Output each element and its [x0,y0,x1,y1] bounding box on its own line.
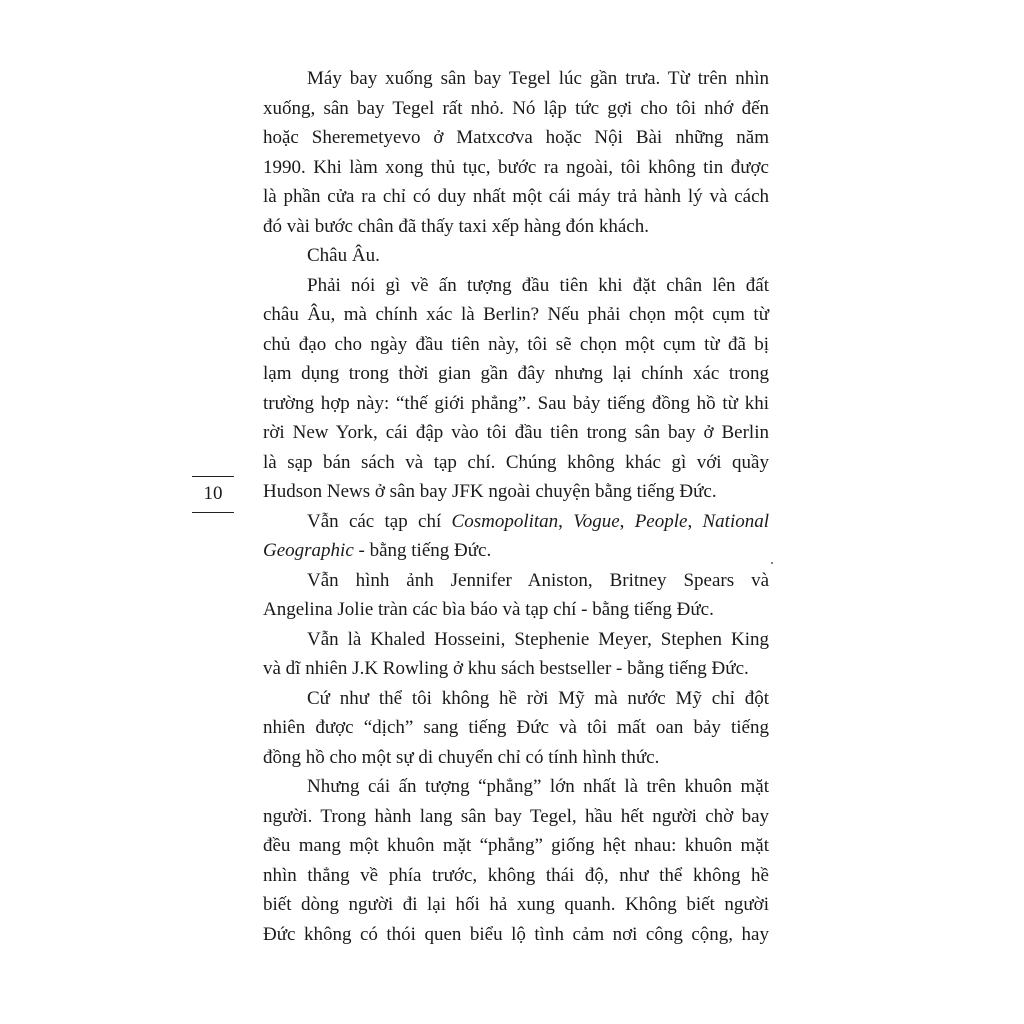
text-line: Vẫn hình ảnh Jennifer Aniston, Britney Spears và [307,569,769,591]
text-line: đó vài bước chân đã thấy taxi xếp hàng đón khách. [263,215,649,237]
paragraph [263,625,769,684]
text-line: chủ đạo cho ngày đầu tiên này, tôi sẽ chọn một cụm từ đã bị [263,333,769,355]
text-line: lạm dụng trong thời gian gần đây nhưng lại chính xác trong [263,363,769,384]
magazine-title: Cosmopolitan [451,510,559,532]
text-line: xuống, sân bay Tegel rất nhỏ. Nó lập tức gợi cho tôi nhớ đến [263,97,769,119]
paragraph [263,271,769,507]
text-line: nhìn thẳng về phía trước, không thái độ, như thể không hề [263,864,769,886]
text-line: đồng hồ cho một sự di chuyển chỉ có tính hình thức. [263,746,660,768]
paragraph [263,64,769,241]
text-line: Angelina Jolie tràn các bìa báo và tạp chí - bằng tiếng Đức. [263,599,714,620]
text-line: châu Âu, mà chính xác là Berlin? Nếu phải chọn một cụm từ [263,304,769,325]
paragraph [263,772,769,949]
page-number-top-rule [192,476,234,477]
text-line: Phải nói gì về ấn tượng đầu tiên khi đặt chân lên đất [307,274,769,296]
text-line: người. Trong hành lang sân bay Tegel, hầu hết người chờ bay [263,805,769,827]
text-line: Vẫn các tạp chí Cosmopolitan, Vogue, People, National [307,510,770,532]
page-number-bottom-rule [192,512,234,513]
magazine-title: National [702,510,770,532]
text-line: là phần cửa ra chỉ có duy nhất một cái máy trả hành lý và cách [263,186,769,207]
text-line: Châu Âu. [307,245,380,266]
text-line: Cứ như thể tôi không hề rời Mỹ mà nước Mỹ chỉ đột [307,687,769,709]
paragraph [263,684,769,773]
text-line: rời New York, cái đập vào tôi đầu tiên trong sân bay ở Berlin [263,422,769,443]
text-line: Geographic - bằng tiếng Đức. [263,540,492,561]
page-number-block [192,468,234,516]
body-text [263,64,769,949]
text-line: và dĩ nhiên J.K Rowling ở khu sách bestseller - bằng tiếng Đức. [263,658,749,679]
text-line: hoặc Sheremetyevo ở Matxcơva hoặc Nội Bài những năm [263,127,769,148]
page-number: 10 [203,483,223,504]
magazine-title: Geographic [263,540,354,561]
print-speck [771,562,773,564]
text-line: biết dòng người đi lại hối hả xung quanh. Không biết người [263,894,769,915]
text-line: 1990. Khi làm xong thủ tục, bước ra ngoài, tôi không tin được [263,156,769,178]
text-line: Máy bay xuống sân bay Tegel lúc gần trưa. Từ trên nhìn [307,68,769,89]
text-line: là sạp bán sách và tạp chí. Chúng không khác gì với quầy [263,451,769,473]
text-line: nhiên được “dịch” sang tiếng Đức và tôi mất oan bảy tiếng [263,717,769,738]
text-line: Nhưng cái ấn tượng “phẳng” lớn nhất là trên khuôn mặt [307,776,769,797]
magazine-title: People [634,510,688,532]
text-line: Đức không có thói quen biểu lộ tình cảm nơi công cộng, hay [263,923,769,945]
text-line: trường hợp này: “thế giới phẳng”. Sau bảy tiếng đồng hồ từ khi [263,392,769,414]
paragraph [263,566,769,625]
magazine-title: Vogue [573,510,620,532]
paragraph [263,507,769,566]
paragraph [263,241,769,271]
text-line: Hudson News ở sân bay JFK ngoài chuyện bằng tiếng Đức. [263,481,717,502]
text-line: Vẫn là Khaled Hosseini, Stephenie Meyer, Stephen King [307,628,769,650]
text-line: đều mang một khuôn mặt “phẳng” giống hệt nhau: khuôn mặt [263,835,769,856]
